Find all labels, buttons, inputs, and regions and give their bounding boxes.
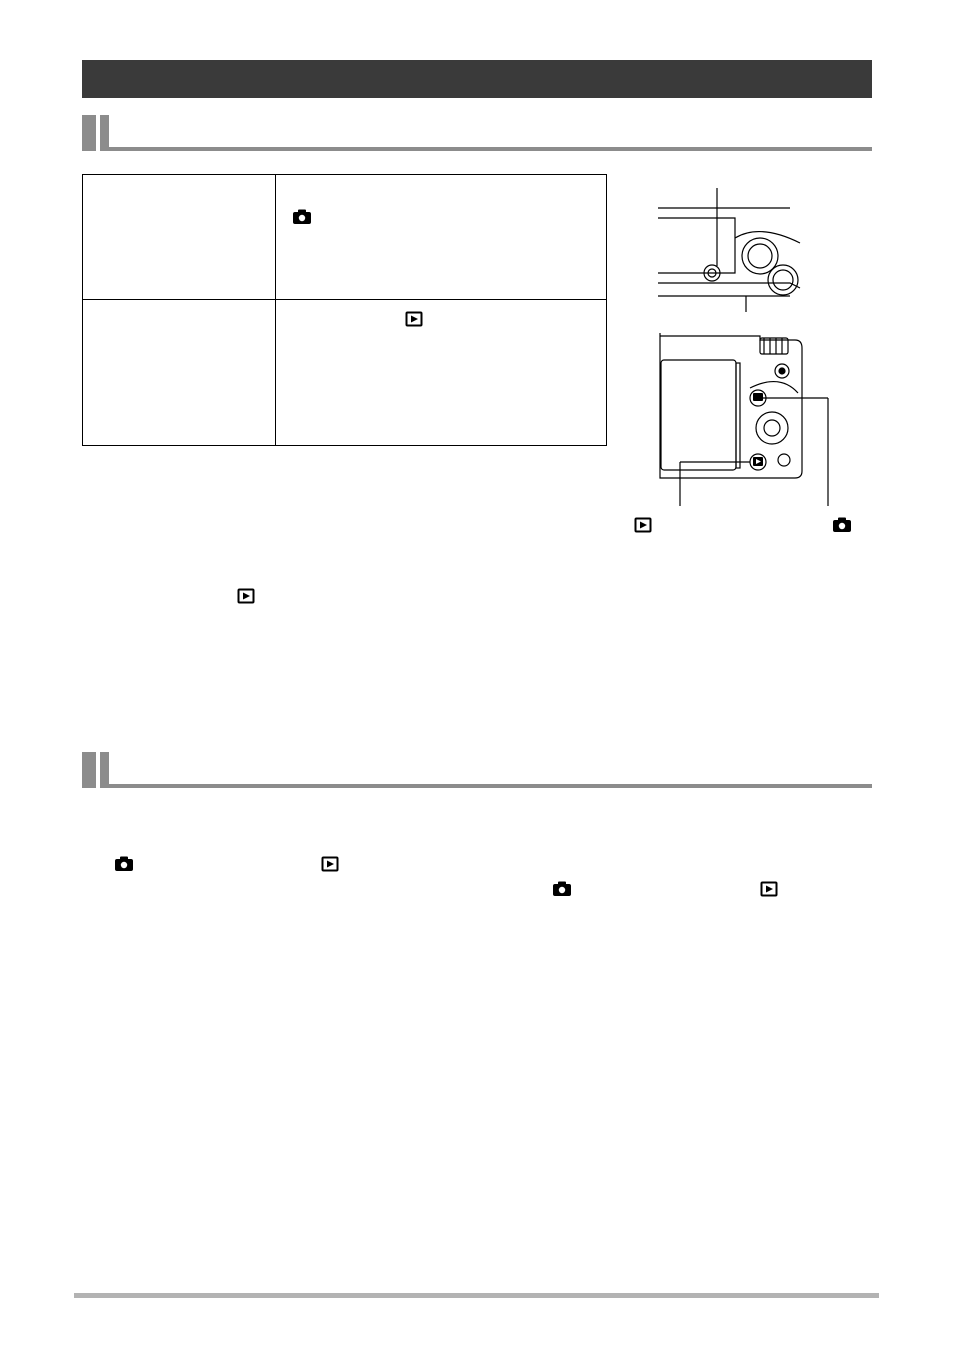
operations-table <box>82 174 607 446</box>
section-marker <box>100 752 109 788</box>
camera-top-view <box>658 188 800 312</box>
section-header-2 <box>82 752 872 788</box>
section-rule <box>109 147 872 151</box>
camera-icon <box>114 856 134 872</box>
camera-icon <box>832 517 852 533</box>
section-header-1 <box>82 115 872 151</box>
camera-icon <box>552 881 572 897</box>
section-marker <box>82 115 96 151</box>
table-row-divider <box>83 299 606 300</box>
play-icon <box>237 588 255 604</box>
play-icon <box>405 311 423 327</box>
play-icon <box>321 856 339 872</box>
section-marker <box>82 752 96 788</box>
play-icon <box>634 517 652 533</box>
page-title-bar <box>82 60 872 98</box>
footer-rule <box>74 1293 879 1298</box>
section-rule <box>109 784 872 788</box>
table-column-divider <box>275 175 276 445</box>
section-marker <box>100 115 109 151</box>
camera-icon <box>292 209 312 225</box>
camera-illustration <box>640 188 870 538</box>
play-icon <box>760 881 778 897</box>
camera-back-view <box>660 333 828 506</box>
